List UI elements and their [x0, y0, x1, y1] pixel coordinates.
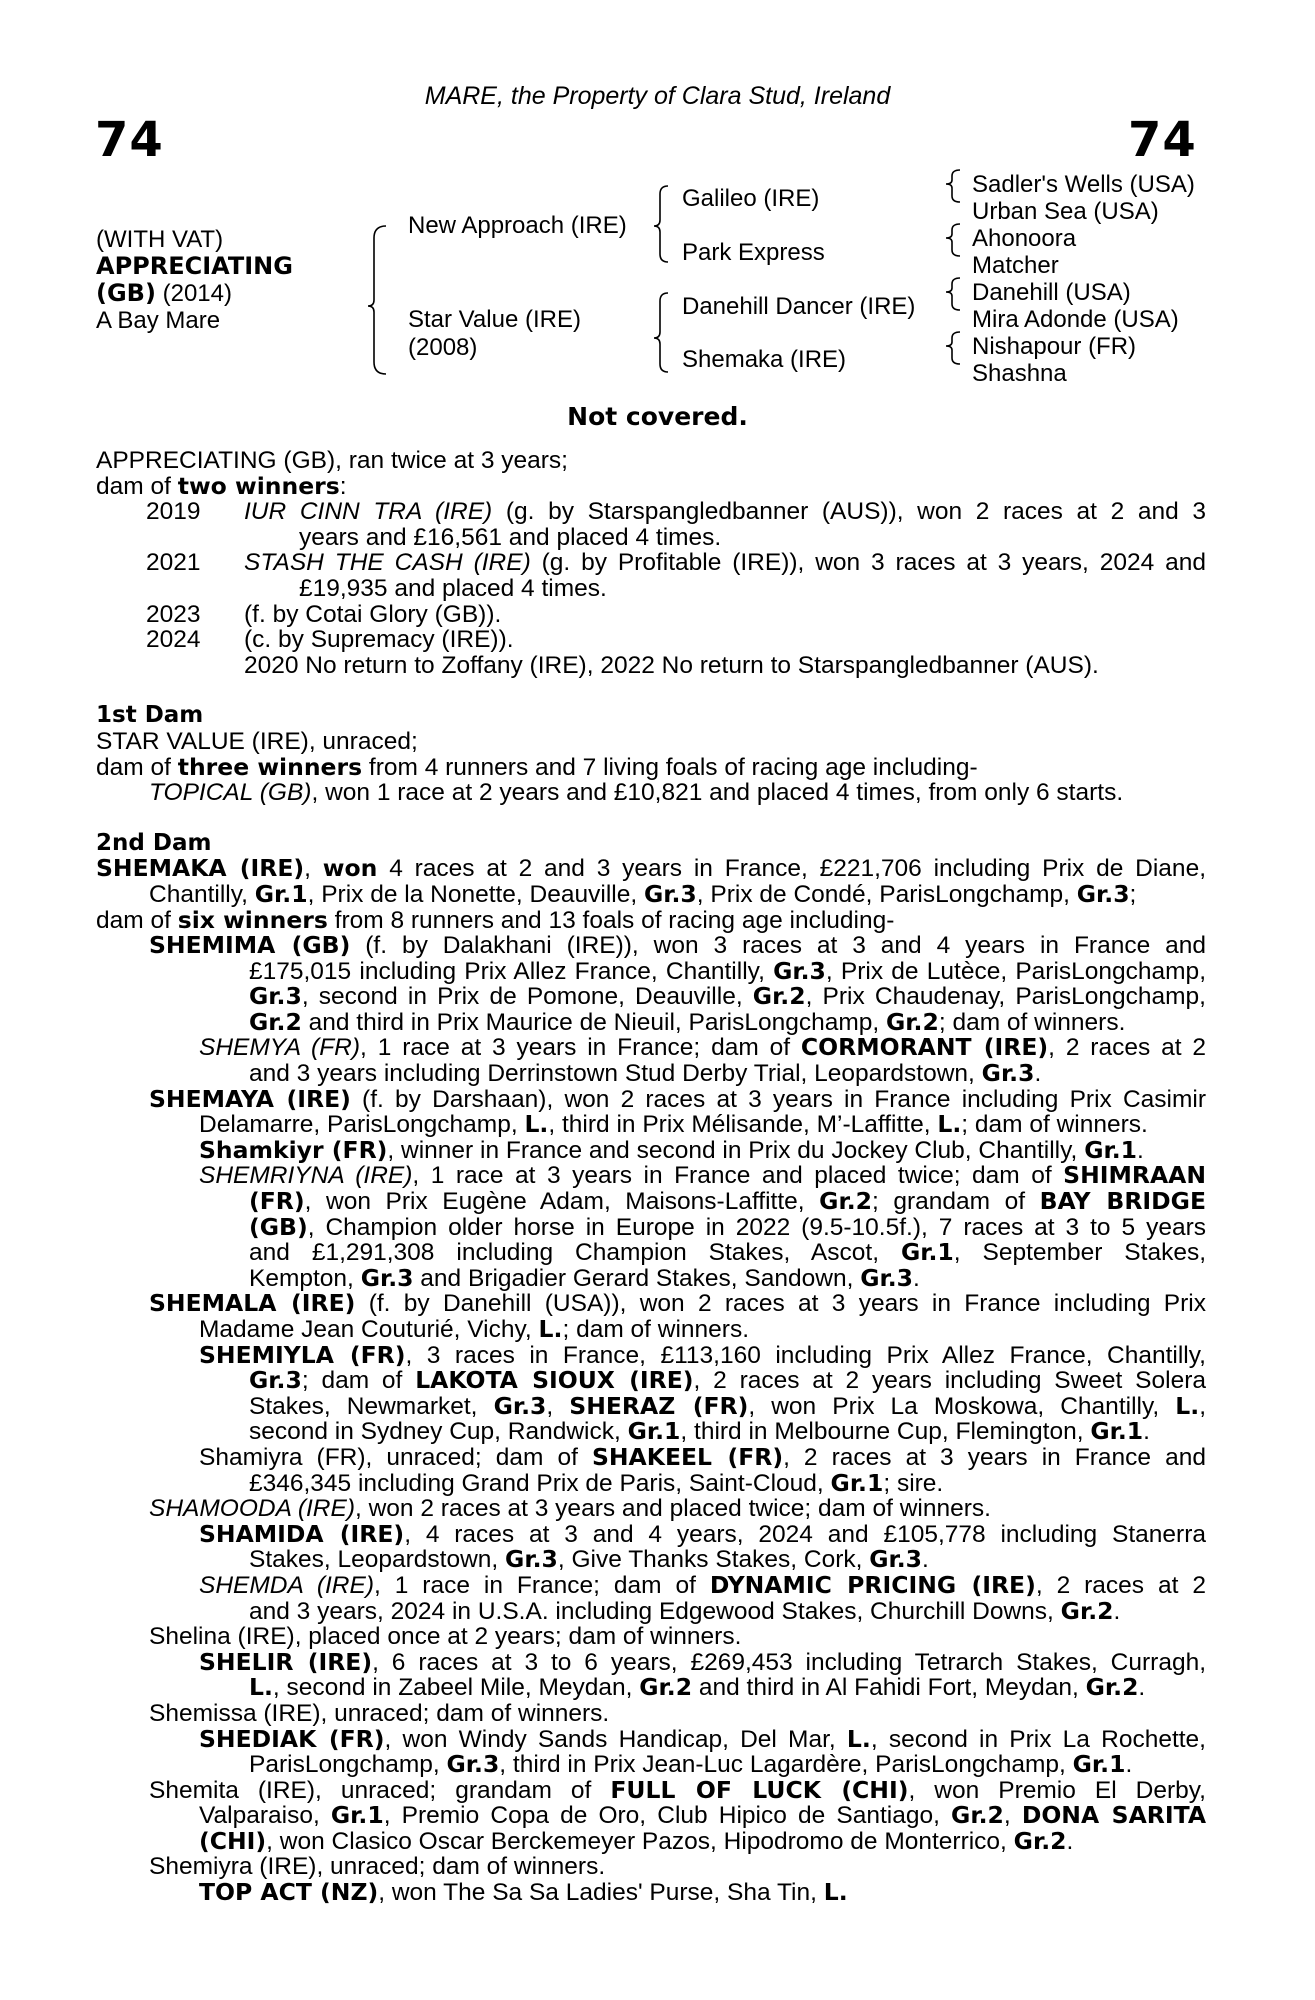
foal-entry	[96, 499, 1206, 525]
offspring-name: TOPICAL (GB)	[149, 779, 312, 807]
dam-of-end: :	[339, 472, 347, 500]
second-dam-line: TOP ACT (NZ), won The Sa Sa Ladies' Purse, Sha Tin, L.	[199, 1878, 848, 1907]
foal-details: (g. by Profitable (IRE)), won 3 races at 3 years, 2024 and	[530, 549, 1206, 577]
second-dam-line: ParisLongchamp, Gr.3, third in Prix Jean-Luc Lagardère, ParisLongchamp, Gr.1.	[249, 1750, 1133, 1779]
second-dam-line: SHEMRIYNA (IRE), 1 race at 3 years in France and placed twice; dam of SHIMRAAN	[199, 1161, 1206, 1190]
second-dam-line: Gr.3; dam of LAKOTA SIOUX (IRE), 2 races at 2 years including Sweet Solera	[249, 1366, 1207, 1395]
second-dam-line: SHEMAKA (IRE), won 4 races at 2 and 3 years in France, £221,706 including Prix de Diane,	[96, 854, 1206, 883]
second-dam-lines	[96, 856, 1206, 1905]
foal-details: (c. by Supremacy (IRE)).	[244, 626, 514, 654]
foal-entry-cont: £19,935 and placed 4 times.	[299, 574, 607, 602]
second-dam-line: (FR), won Prix Eugène Adam, Maisons-Laffitte, Gr.2; grandam of BAY BRIDGE	[249, 1187, 1207, 1216]
second-dam-line: SHEMALA (IRE) (f. by Danehill (USA)), won 2 races at 3 years in France including Prix	[149, 1289, 1206, 1318]
no-return-note: 2020 No return to Zoffany (IRE), 2022 No return to Starspangledbanner (AUS).	[244, 651, 1099, 679]
pedigree-dam-year: (2008)	[408, 334, 478, 361]
second-dam-line: Gr.2 and third in Prix Maurice de Nieuil, ParisLongchamp, Gr.2; dam of winners.	[249, 1007, 1126, 1036]
second-dam-line: Delamarre, ParisLongchamp, L., third in Prix Mélisande, M’-Laffitte, L.; dam of winners.	[199, 1110, 1148, 1139]
second-dam-line: SHEMYA (FR), 1 race at 3 years in France; dam of CORMORANT (IRE), 2 races at 2	[199, 1033, 1206, 1062]
second-dam-line: L., second in Zabeel Mile, Meydan, Gr.2 and third in Al Fahidi Fort, Meydan, Gr.2.	[249, 1673, 1146, 1702]
foal-entry	[96, 602, 1206, 628]
catalogue-body	[96, 448, 1206, 1906]
horse-vat: (WITH VAT)	[96, 226, 224, 253]
foal-year: 2021	[146, 549, 201, 577]
horse-name-text: APPRECIATING	[96, 252, 293, 280]
horse-country: (GB)	[96, 279, 156, 307]
pedigree-g3-2: Urban Sea (USA)	[972, 198, 1159, 225]
second-dam-line: (GB), Champion older horse in Europe in 2022 (9.5-10.5f.), 7 races at 3 to 5 years	[249, 1212, 1206, 1241]
second-dam-line: SHAMOODA (IRE), won 2 races at 3 years and placed twice; dam of winners.	[149, 1495, 991, 1523]
lot-number-left: 74	[95, 112, 164, 168]
second-dam-line: SHEDIAK (FR), won Windy Sands Handicap, Del Mar, L., second in Prix La Rochette,	[199, 1724, 1206, 1753]
second-dam-line: Shamiyra (FR), unraced; dam of SHAKEEL (FR), 2 races at 3 years in France and	[199, 1442, 1206, 1471]
second-dam-line: second in Sydney Cup, Randwick, Gr.1, third in Melbourne Cup, Flemington, Gr.1.	[249, 1417, 1150, 1446]
pedigree-g3-3: Ahonoora	[972, 225, 1077, 252]
first-dam-text: from 4 runners and 7 living foals of racing age including-	[362, 753, 978, 781]
foal-year: 2023	[146, 600, 201, 628]
second-dam-line: (CHI), won Clasico Oscar Berckemeyer Pazos, Hipodromo de Monterrico, Gr.2.	[199, 1826, 1074, 1855]
second-dam-line: SHEMIMA (GB) (f. by Dalakhani (IRE)), won 3 races at 3 and 4 years in France and	[149, 931, 1206, 960]
dam-of-bold: two winners	[177, 471, 340, 500]
pedigree-sire-dam: Park Express	[682, 239, 825, 266]
second-dam-line: £346,345 including Grand Prix de Paris, Saint-Cloud, Gr.1; sire.	[249, 1468, 944, 1497]
second-dam-line: Shemissa (IRE), unraced; dam of winners.	[149, 1699, 610, 1727]
second-dam-line: Shamkiyr (FR), winner in France and second in Prix du Jockey Club, Chantilly, Gr.1.	[199, 1135, 1144, 1164]
pedigree-sire: New Approach (IRE)	[408, 212, 627, 239]
first-dam-bold: three winners	[177, 752, 363, 781]
dam-of-text: dam of	[96, 472, 178, 500]
foal-details: (f. by Cotai Glory (GB)).	[244, 600, 502, 628]
second-dam-line: Shelina (IRE), placed once at 2 years; dam of winners.	[149, 1623, 742, 1651]
second-dam-line: Madame Jean Couturié, Vichy, L.; dam of winners.	[199, 1315, 750, 1343]
second-dam-line: Stakes, Leopardstown, Gr.3, Give Thanks Stakes, Cork, Gr.3.	[249, 1545, 929, 1574]
second-dam-line: Shemiyra (IRE), unraced; dam of winners.	[149, 1853, 606, 1881]
pedigree-g3-1: Sadler's Wells (USA)	[972, 171, 1195, 198]
lot-number-right: 74	[1128, 112, 1197, 168]
pedigree-g3-5: Danehill (USA)	[972, 279, 1131, 306]
pedigree-sire-sire: Galileo (IRE)	[682, 185, 820, 212]
second-dam-line: SHEMIYLA (FR), 3 races in France, £113,160 including Prix Allez France, Chantilly,	[199, 1340, 1206, 1369]
pedigree-g3-7: Nishapour (FR)	[972, 333, 1137, 360]
page-title: MARE, the Property of Clara Stud, Ireland	[424, 82, 891, 110]
second-dam-line: and 3 years including Derrinstown Stud Derby Trial, Leopardstown, Gr.3.	[249, 1059, 1042, 1088]
first-dam-heading: 1st Dam	[96, 702, 204, 729]
not-covered-note: Not covered.	[567, 402, 748, 431]
foal-name: STASH THE CASH (IRE)	[244, 549, 531, 577]
second-dam-line: SHELIR (IRE), 6 races at 3 to 6 years, £269,453 including Tetrarch Stakes, Curragh,	[199, 1647, 1207, 1676]
second-dam-line: SHEMAYA (IRE) (f. by Darshaan), won 2 races at 3 years in France including Prix Casimir	[149, 1084, 1206, 1113]
pedigree-dam-dam: Shemaka (IRE)	[682, 346, 847, 373]
section-gap	[96, 678, 1206, 703]
produce-intro: APPRECIATING (GB), ran twice at 3 years;	[96, 447, 568, 474]
second-dam-heading: 2nd Dam	[96, 829, 212, 856]
first-dam-text: dam of	[96, 753, 178, 781]
first-dam-produce	[96, 752, 1206, 781]
foal-year: 2024	[146, 626, 201, 654]
offspring-details: , won 1 race at 2 years and £10,821 and placed 4 times, from only 6 starts.	[311, 779, 1124, 807]
foal-name: IUR CINN TRA (IRE)	[244, 498, 493, 526]
second-dam-line: Gr.3, second in Prix de Pomone, Deauville, Gr.2, Prix Chaudenay, ParisLongchamp,	[249, 982, 1206, 1011]
second-dam-line: SHEMDA (IRE), 1 race in France; dam of DYNAMIC PRICING (IRE), 2 races at 2	[199, 1570, 1206, 1599]
second-dam-line: and £1,291,308 including Champion Stakes, Ascot, Gr.1, September Stakes,	[249, 1238, 1206, 1267]
foal-entry	[96, 550, 1206, 576]
foal-entry	[96, 627, 1206, 653]
second-dam-line: dam of six winners from 8 runners and 13 foals of racing age including-	[96, 905, 895, 934]
foal-entry-cont: years and £16,561 and placed 4 times.	[299, 523, 722, 551]
second-dam-line: Valparaiso, Gr.1, Premio Copa de Oro, Club Hipico de Santiago, Gr.2, DONA SARITA	[199, 1801, 1207, 1830]
first-dam-offspring	[96, 780, 1206, 806]
section-gap	[96, 806, 1206, 831]
second-dam-line: Stakes, Newmarket, Gr.3, SHERAZ (FR), won Prix La Moskowa, Chantilly, L.,	[249, 1391, 1206, 1420]
second-dam-line: £175,015 including Prix Allez France, Chantilly, Gr.3, Prix de Lutèce, ParisLongchamp,	[249, 956, 1206, 985]
pedigree-g3-6: Mira Adonde (USA)	[972, 306, 1179, 333]
pedigree-dam: Star Value (IRE)	[408, 306, 581, 333]
second-dam-line: and 3 years, 2024 in U.S.A. including Edgewood Stakes, Churchill Downs, Gr.2.	[249, 1596, 1121, 1625]
foal-year: 2019	[146, 498, 201, 526]
second-dam-line: SHAMIDA (IRE), 4 races at 3 and 4 years, 2024 and £105,778 including Stanerra	[199, 1519, 1206, 1548]
produce-dam-of	[96, 471, 1206, 500]
horse-description: A Bay Mare	[96, 307, 221, 334]
second-dam-line: Chantilly, Gr.1, Prix de la Nonette, Deauville, Gr.3, Prix de Condé, ParisLongchamp, Gr.3;	[149, 879, 1137, 908]
second-dam-line: Kempton, Gr.3 and Brigadier Gerard Stakes, Sandown, Gr.3.	[249, 1263, 920, 1292]
second-dam-line: Shemita (IRE), unraced; grandam of FULL OF LUCK (CHI), won Premio El Derby,	[149, 1775, 1206, 1804]
pedigree-g3-4: Matcher	[972, 252, 1059, 279]
first-dam-line: STAR VALUE (IRE), unraced;	[96, 727, 418, 755]
pedigree-dam-sire: Danehill Dancer (IRE)	[682, 293, 916, 320]
horse-year: (2014)	[155, 280, 232, 307]
pedigree-g3-8: Shashna	[972, 360, 1067, 387]
foal-details: (g. by Starspangledbanner (AUS)), won 2 races at 2 and 3	[492, 498, 1207, 526]
